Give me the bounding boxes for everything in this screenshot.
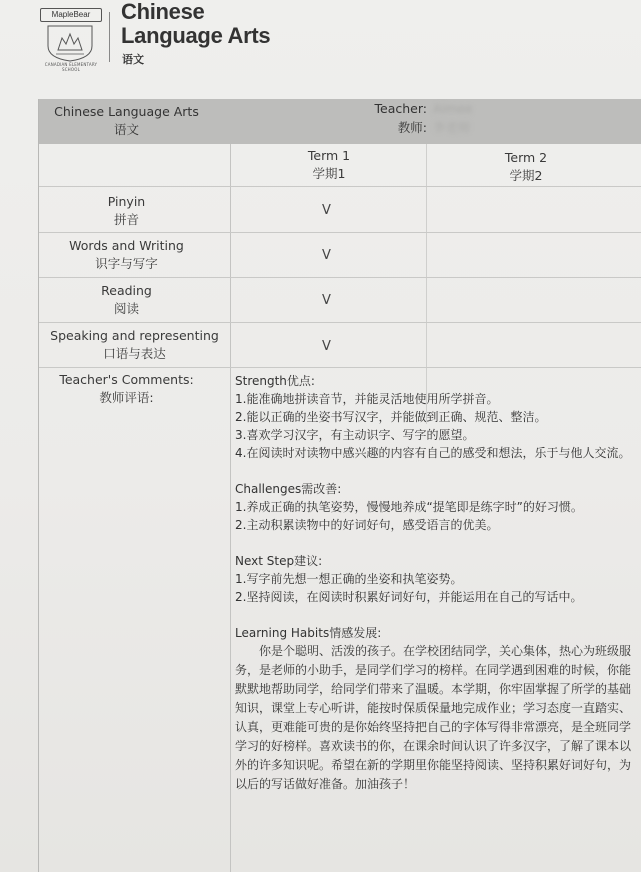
list-item: 3.喜欢学习汉字，有主动识字、写字的愿望。 xyxy=(235,428,475,442)
table-header xyxy=(39,99,641,144)
row-label-en: Pinyin xyxy=(107,194,146,209)
row-label-en: Reading xyxy=(101,283,152,298)
header-divider xyxy=(109,12,110,62)
teacher-name-cn: 李老师 xyxy=(433,120,471,135)
teacher-label-en: Teacher: xyxy=(374,101,427,116)
section-title: Next Step建议: xyxy=(235,554,323,568)
term2-header xyxy=(476,149,576,185)
section-title: Challenges需改善: xyxy=(235,482,342,496)
school-logo xyxy=(40,8,100,72)
term1-en: Term 1 xyxy=(307,148,351,163)
section-title: Learning Habits情感发展: xyxy=(235,626,382,640)
row-label-en: Words and Writing xyxy=(69,238,184,253)
page-title-line2: Language Arts xyxy=(121,23,271,48)
row-label-cn: 口语与表达 xyxy=(103,346,166,361)
assessment-table xyxy=(38,99,641,872)
subject-cn: 语文 xyxy=(113,122,139,137)
column-divider xyxy=(230,144,231,872)
teacher-cell xyxy=(369,99,473,137)
term2-en: Term 2 xyxy=(504,150,548,165)
list-item: 1.写字前先想一想正确的坐姿和执笔姿势。 xyxy=(235,572,463,586)
term1-header xyxy=(279,147,379,183)
row-divider xyxy=(39,186,641,187)
row-label-cn: 阅读 xyxy=(113,301,139,316)
row-reading-label xyxy=(39,282,214,318)
row-divider xyxy=(39,232,641,233)
row-divider xyxy=(39,322,641,323)
comments-label-cn: 教师评语: xyxy=(99,390,154,405)
row-label-cn: 识字与写字 xyxy=(95,256,158,271)
list-item: 1.养成正确的执笔姿势，慢慢地养成“提笔即是练字时”的好习惯。 xyxy=(235,500,583,514)
row-label-en: Speaking and representing xyxy=(50,328,219,343)
list-item: 2.主动积累读物中的好词好句，感受语言的优美。 xyxy=(235,518,499,532)
page-subtitle: 语文 xyxy=(122,53,144,66)
term2-cn: 学期2 xyxy=(509,168,543,183)
logo-wordmark: MapleBear xyxy=(40,8,102,22)
subject-en: Chinese Language Arts xyxy=(54,104,199,119)
list-item: 2.能以正确的坐姿书写汉字，并能做到正确、规范、整洁。 xyxy=(235,410,547,424)
list-item: 4.在阅读时对读物中感兴趣的内容有自己的感受和想法，乐于与他人交流。 xyxy=(235,446,631,460)
learning-habits-section xyxy=(235,624,635,794)
challenges-section xyxy=(235,480,635,534)
row-speaking-label xyxy=(47,327,222,363)
term1-check: V xyxy=(322,248,331,263)
row-label-cn: 拼音 xyxy=(113,212,139,227)
row-pinyin-label xyxy=(39,193,214,229)
row-divider xyxy=(39,367,641,368)
next-step-section xyxy=(235,552,635,606)
logo-subtitle: CANADIAN ELEMENTARY SCHOOL xyxy=(44,62,98,72)
comments-label xyxy=(39,371,214,407)
habits-paragraph: 你是个聪明、活泼的孩子。在学校团结同学，关心集体，热心为班级服务，是老师的小助手，是同学们学习的榜样。在同学遇到困难的时候，你能默默地帮助同学，给同学们带来了温暖。本学期，你牢固掌握了所学的基础知识，课堂上专心听讲，能按时保质保量地完成作业；学习态度一直踏实、认真，更难能可贵的是你始终坚持把自己的字体写得非常漂亮，是全班同学学习的好榜样。喜欢读书的你，在课余时间认识了许多汉字，了解了课本以外的许多知识呢。希望在新的学期里你能坚持阅读、坚持积累好词好句，为以后的写话做好准备。加油孩子！ xyxy=(235,644,632,791)
subject-cell xyxy=(39,103,214,139)
list-item: 1.能准确地拼读音节，并能灵活地使用所学拼音。 xyxy=(235,392,499,406)
list-item: 2.坚持阅读，在阅读时积累好词好句，并能运用在自己的写话中。 xyxy=(235,590,583,604)
teacher-comments xyxy=(235,372,635,794)
strength-section xyxy=(235,372,635,462)
page-title-line1: Chinese xyxy=(121,0,205,24)
comments-label-en: Teacher's Comments: xyxy=(59,372,194,387)
row-words-label xyxy=(39,237,214,273)
section-title: Strength优点: xyxy=(235,374,315,388)
term1-cn: 学期1 xyxy=(312,166,346,181)
page-title xyxy=(121,0,270,48)
term1-check: V xyxy=(322,339,331,354)
teacher-label-cn: 教师: xyxy=(397,120,427,135)
teacher-name-en: Aimee xyxy=(433,101,473,116)
row-divider xyxy=(39,277,641,278)
term1-check: V xyxy=(322,203,331,218)
maple-bear-icon xyxy=(44,24,96,62)
term1-check: V xyxy=(322,293,331,308)
